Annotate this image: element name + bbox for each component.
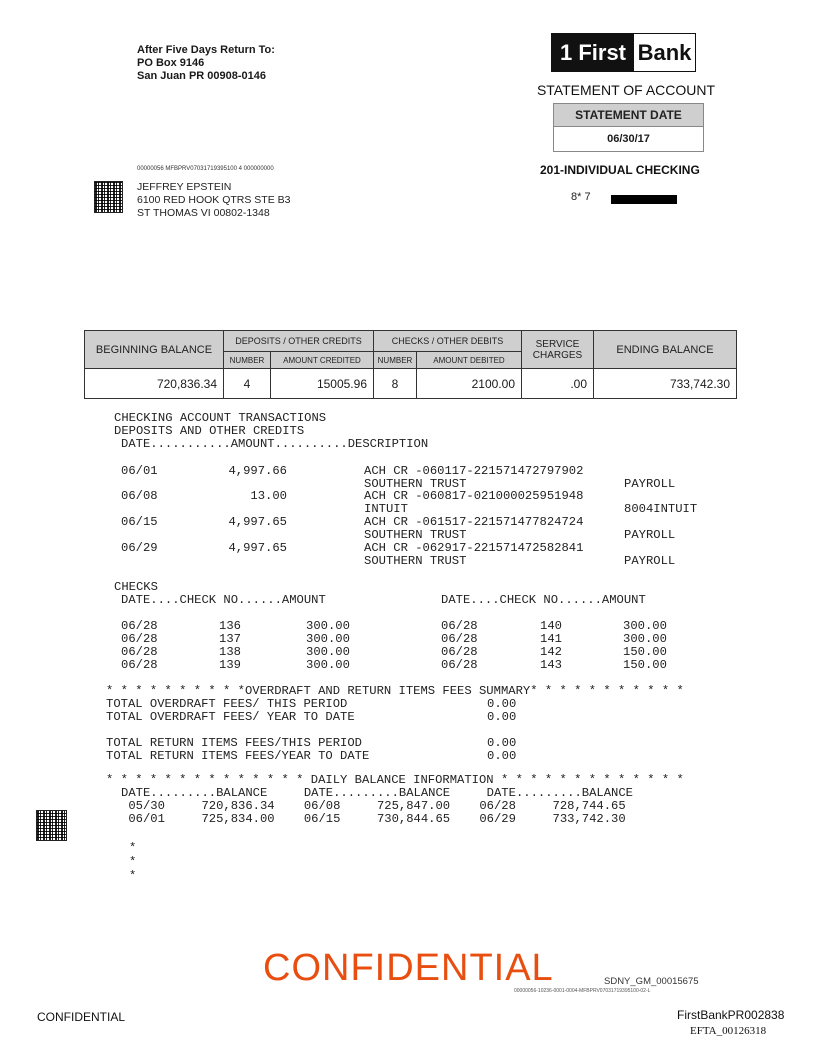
credit-desc-2: SOUTHERN TRUST (364, 528, 467, 542)
fee-value: 0.00 (487, 749, 517, 763)
qr-code-icon (36, 810, 67, 841)
header-amount-debited: AMOUNT DEBITED (417, 352, 522, 369)
return-address (137, 44, 275, 83)
fee-label: TOTAL OVERDRAFT FEES/ THIS PERIOD (106, 697, 348, 711)
header-ending-balance: ENDING BALANCE (594, 331, 737, 369)
checks-header-left: DATE....CHECK NO......AMOUNT (121, 593, 326, 607)
fee-value: 0.00 (487, 697, 517, 711)
addressee-city: ST THOMAS VI 00802-1348 (137, 207, 270, 219)
credit-amount: 13.00 (250, 489, 287, 503)
checks-header-right: DATE....CHECK NO......AMOUNT (441, 593, 646, 607)
credit-tag: 8004INTUIT (624, 502, 698, 516)
confidential-stamp: CONFIDENTIAL (263, 947, 554, 989)
check-date: 06/28 (441, 619, 478, 633)
credit-desc-2: SOUTHERN TRUST (364, 477, 467, 491)
check-date: 06/28 (121, 632, 158, 646)
credits-header: DATE...........AMOUNT..........DESCRIPTION (121, 437, 429, 451)
fees-banner: * * * * * * * * * *OVERDRAFT AND RETURN ITEMS FEES SUMMARY* * * * * * * * * * * (106, 684, 684, 698)
star-marker: * (129, 841, 137, 855)
return-address-line: After Five Days Return To: (137, 44, 275, 56)
header-checks: CHECKS / OTHER DEBITS (374, 331, 522, 352)
transactions-title: CHECKING ACCOUNT TRANSACTIONS (114, 411, 327, 425)
credit-date: 06/01 (121, 464, 158, 478)
credit-desc: ACH CR -060117-221571472797902 (364, 464, 584, 478)
credit-amount: 4,997.66 (228, 464, 287, 478)
firstbank-bates: FirstBankPR002838 (677, 1008, 785, 1022)
fee-value: 0.00 (487, 736, 517, 750)
header-beginning-balance: BEGINNING BALANCE (85, 331, 224, 369)
credit-desc: ACH CR -060817-021000025951948 (364, 489, 584, 503)
check-amount: 300.00 (306, 658, 350, 672)
efta-number: EFTA_00126318 (690, 1025, 767, 1037)
credit-amount: 4,997.65 (228, 541, 287, 555)
account-number: 8* 7 (571, 191, 591, 203)
daily-header: DATE.........BALANCE DATE.........BALANCE DATE.........BALANCE (121, 786, 633, 800)
credit-desc: ACH CR -062917-221571472582841 (364, 541, 584, 555)
check-amount: 150.00 (623, 658, 667, 672)
check-date: 06/28 (121, 619, 158, 633)
check-number: 136 (219, 619, 241, 633)
statement-date-box (553, 103, 704, 152)
check-amount: 300.00 (623, 619, 667, 633)
service-charges-value: .00 (522, 369, 594, 399)
daily-banner: * * * * * * * * * * * * * * DAILY BALANCE INFORMATION * * * * * * * * * * * * * (106, 773, 684, 787)
credit-date: 06/29 (121, 541, 158, 555)
qr-code-icon (94, 181, 123, 213)
check-number: 140 (540, 619, 562, 633)
header-service-charges: SERVICE CHARGES (522, 331, 594, 369)
account-type: 201-INDIVIDUAL CHECKING (540, 163, 700, 177)
check-number: 142 (540, 645, 562, 659)
star-marker: * (129, 869, 137, 883)
check-number: 137 (219, 632, 241, 646)
header-check-number: NUMBER (374, 352, 417, 369)
check-amount: 300.00 (306, 619, 350, 633)
sdny-bates: SDNY_GM_00015675 (604, 976, 699, 987)
check-count-value: 8 (374, 369, 417, 399)
balance-summary-table (84, 330, 737, 399)
credit-amount: 4,997.65 (228, 515, 287, 529)
check-date: 06/28 (441, 658, 478, 672)
check-number: 138 (219, 645, 241, 659)
amount-credited-value: 15005.96 (271, 369, 374, 399)
check-number: 139 (219, 658, 241, 672)
credit-desc: ACH CR -061517-221571477824724 (364, 515, 584, 529)
redaction-bar (611, 195, 677, 204)
fee-label: TOTAL OVERDRAFT FEES/ YEAR TO DATE (106, 710, 355, 724)
checks-title: CHECKS (114, 580, 158, 594)
credit-desc-2: SOUTHERN TRUST (364, 554, 467, 568)
fee-label: TOTAL RETURN ITEMS FEES/YEAR TO DATE (106, 749, 370, 763)
ending-balance-value: 733,742.30 (594, 369, 737, 399)
check-number: 143 (540, 658, 562, 672)
confidential-label: CONFIDENTIAL (37, 1010, 126, 1024)
credit-date: 06/08 (121, 489, 158, 503)
addressee-street: 6100 RED HOOK QTRS STE B3 (137, 194, 291, 206)
return-address-line: San Juan PR 00908-0146 (137, 70, 267, 82)
check-amount: 150.00 (623, 645, 667, 659)
check-amount: 300.00 (623, 632, 667, 646)
daily-row: 06/01 725,834.00 06/15 730,844.65 06/29 733,742.30 (121, 812, 626, 826)
daily-row: 05/30 720,836.34 06/08 725,847.00 06/28 728,744.65 (121, 799, 626, 813)
fee-value: 0.00 (487, 710, 517, 724)
addressee-name: JEFFREY EPSTEIN (137, 181, 232, 193)
credit-date: 06/15 (121, 515, 158, 529)
check-amount: 300.00 (306, 632, 350, 646)
header-deposit-number: NUMBER (224, 352, 271, 369)
credits-title: DEPOSITS AND OTHER CREDITS (114, 424, 305, 438)
check-number: 141 (540, 632, 562, 646)
deposit-count-value: 4 (224, 369, 271, 399)
amount-debited-value: 2100.00 (417, 369, 522, 399)
beginning-balance-value: 720,836.34 (85, 369, 224, 399)
statement-date-label: STATEMENT DATE (554, 104, 703, 127)
return-address-line: PO Box 9146 (137, 57, 205, 69)
addressee (137, 181, 290, 220)
statement-title: STATEMENT OF ACCOUNT (536, 82, 716, 98)
bank-logo-mark: 1 First (552, 34, 634, 71)
credit-desc-2: INTUIT (364, 502, 408, 516)
header-amount-credited: AMOUNT CREDITED (271, 352, 374, 369)
credit-tag: PAYROLL (624, 477, 676, 491)
credit-tag: PAYROLL (624, 554, 676, 568)
check-date: 06/28 (441, 632, 478, 646)
check-amount: 300.00 (306, 645, 350, 659)
check-date: 06/28 (441, 645, 478, 659)
mail-barcode-line: 00000056 MFBPRV07031719395100 4 000000000 (137, 166, 274, 172)
check-date: 06/28 (121, 645, 158, 659)
doc-control-number: 00000056-10236-0001-0004-MFBPRV07031719395100-02-L (514, 988, 651, 994)
star-marker: * (129, 855, 137, 869)
header-deposits: DEPOSITS / OTHER CREDITS (224, 331, 374, 352)
fee-label: TOTAL RETURN ITEMS FEES/THIS PERIOD (106, 736, 362, 750)
credit-tag: PAYROLL (624, 528, 676, 542)
bank-logo-word: Bank (634, 34, 695, 71)
statement-date-value: 06/30/17 (607, 133, 650, 145)
check-date: 06/28 (121, 658, 158, 672)
bank-logo (551, 33, 696, 72)
